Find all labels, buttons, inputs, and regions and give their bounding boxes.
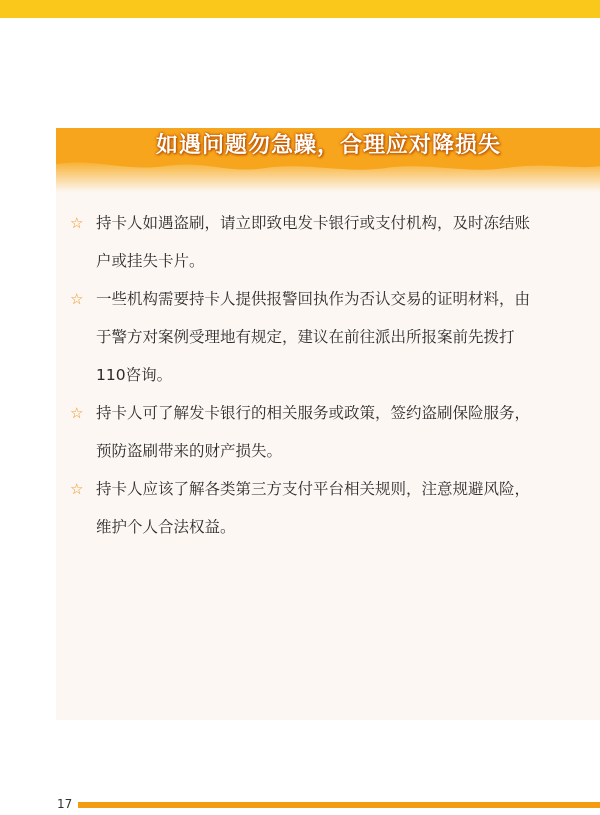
star-icon: ☆ (70, 214, 84, 232)
list-item (70, 204, 540, 280)
section-banner (56, 128, 600, 192)
top-accent-bar (0, 0, 600, 18)
list-item (70, 470, 540, 546)
list-item-text: 持卡人可了解发卡银行的相关服务或政策，签约盗刷保险服务，预防盗刷带来的财产损失。 (96, 404, 531, 460)
list-item (70, 394, 540, 470)
list-item-text: 持卡人如遇盗刷，请立即致电发卡银行或支付机构，及时冻结账户或挂失卡片。 (96, 214, 531, 270)
star-icon: ☆ (70, 290, 84, 308)
star-icon: ☆ (70, 480, 84, 498)
footer-accent-bar (78, 802, 600, 808)
star-icon: ☆ (70, 404, 84, 422)
tips-list (70, 204, 540, 546)
section-heading: 如遇问题勿急躁，合理应对降损失 (155, 133, 501, 158)
page-number: 17 (57, 797, 73, 811)
list-item-text: 一些机构需要持卡人提供报警回执作为否认交易的证明材料，由于警方对案例受理地有规定，建议在前往派出所报案前先拨打110咨询。 (96, 290, 531, 384)
list-item-text: 持卡人应该了解各类第三方支付平台相关规则，注意规避风险，维护个人合法权益。 (96, 480, 531, 536)
list-item (70, 280, 540, 394)
